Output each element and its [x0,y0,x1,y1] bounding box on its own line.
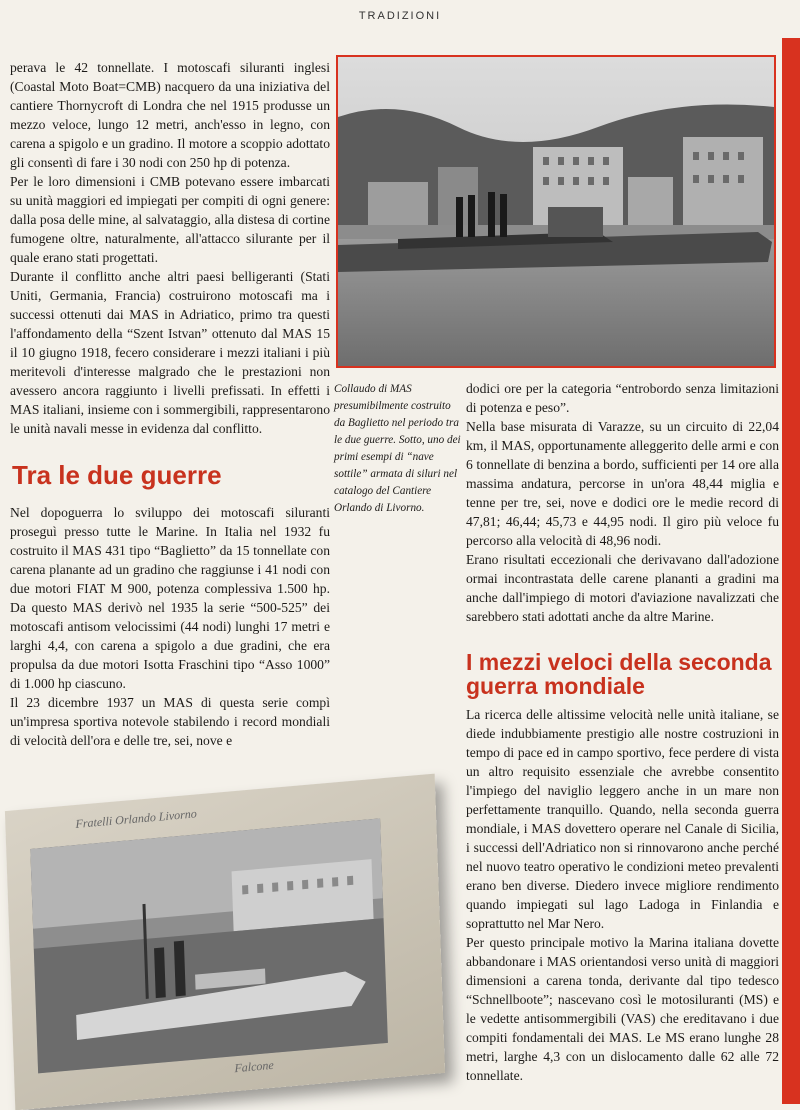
heading-mezzi-veloci: I mezzi veloci della seconda guerra mondiale [466,649,772,700]
photo-caption: Collaudo di MAS presumibilmente costruito da Baglietto nel periodo tra le due guerre. Sotto, uno dei primi esempi di “nave sottile” armata di siluri nel catalogo del Cantiere Orlando di Livorno. [334,383,461,514]
heading-tra-le-due-guerre: Tra le due guerre [12,460,222,490]
paragraph: Per questo principale motivo la Marina italiana dovette abbandonare i MAS orientandosi verso unità di maggiori dimensioni a carena tonda, derivante dal tipo tedesco “Schnellboote”; nascevano così le motosiluranti (MS) e le vedette antisommergibili (VAS) che ereditavano i due compiti fondamentali dei MAS. Le MS erano lunghe 28 metri, larghe 4,3 con un dislocamento dalle 62 alle 72 tonnellate. [466,935,779,1083]
paragraph: Erano risultati eccezionali che derivavano dall'adozione ormai incontrastata delle carene plananti a gradini ma anche dall'impiego di motori d'aviazione navalizzati che sarebbero stati adottati anche da altre Marine. [466,552,779,624]
column-1-section [10,503,330,750]
book-script-title: Fratelli Orlando Livorno [75,806,198,831]
paragraph: dodici ore per la categoria “entrobordo senza limitazioni di potenza e peso”. [466,381,779,415]
photo-harbour-image [338,57,774,366]
catalogue-book-photo [5,774,445,1110]
paragraph: Per le loro dimensioni i CMB potevano essere imbarcati su unità maggiori ed impiegati per compiti di ogni genere: dalla posa delle mine, al salvataggio, alla distesa di cortine fumogene oltre, naturalmente, all'attacco silurante per il quale erano stati progettati. [10,174,330,265]
paragraph: Durante il conflitto anche altri paesi belligeranti (Stati Uniti, Germania, Francia) costruirono motoscafi ma i successi ottenuti dai MAS in Adriatico, primo tra questi l'affondamento della “Szent Istvan” ottenuto dal MAS 15 il 10 giugno 1918, fecero considerare i mezzi italiani i più meritevoli d'interesse malgrado che le prestazioni non avessero ancora raggiunto i livelli prefissati. In effetti i MAS italiani, insieme con i sommergibili, rappresentarono le unità navali messe in evidenza dal conflitto. [10,269,330,436]
column-2-section [466,705,779,1085]
paragraph: Nel dopoguerra lo sviluppo dei motoscafi siluranti proseguì presso tutte le Marine. In Italia nel 1932 fu costruito il MAS 431 tipo “Baglietto” da 15 tonnellate con carena planante ad un gradino che raggiunse i 41 nodi con due motori FIAT M 900, potenza complessiva 1.500 hp. Da questo MAS derivò nel 1935 la serie “500-525” dei motoscafi antisom velocissimi (44 nodi) lunghi 17 metri e larghi 4,4, con carena a spigolo a due gradini, che era propulsa da due motori Isotta Fraschini tipo “Asso 1000” di 1.000 hp ciascuno. [10,505,330,691]
paragraph: perava le 42 tonnellate. I motoscafi siluranti inglesi (Coastal Moto Boat=CMB) nacquero da una iniziativa del cantiere Thornycroft di Londra che nel 1915 produsse un mezzo veloce, lungo 12 metri, anch'esso in legno, con carena a spigolo e un gradino. Il motore a scoppio adottato gli consentì di fare i 30 nodi con 250 hp di potenza. [10,60,330,170]
column-1 [10,58,330,438]
red-margin-bar [782,38,800,1104]
torpedo-boat-image [30,818,388,1073]
photo-mas-collaudo [336,55,776,368]
column-2 [466,379,779,626]
paragraph: Il 23 dicembre 1937 un MAS di questa serie compì un'impresa sportiva notevole stabilendo i record mondiali di velocità dell'ora e delle tre, sei, nove e [10,695,330,748]
book-script-caption: Falcone [234,1057,274,1076]
paragraph: La ricerca delle altissime velocità nelle unità italiane, se diede indubbiamente prestigio alle nostre costruzioni in tempo di pace ed in campo sportivo, fece perdere di vista un altro requisito essenziale che avrebbe consentito l'impiego del naviglio leggero anche in un mare non perfettamente tranquillo. Quando, nella seconda guerra mondiale, i MAS dovettero operare nel Canale di Sicilia, i successi dell'Adriatico non si rinnovarono anche perché nel nuovo teatro operativo le condizioni meteo prevalenti erano ben diverse. Diedero invece migliore rendimento quando impiegati sul lago Ladoga in Finlandia e soprattutto nel Mar Nero. [466,707,779,931]
section-header: TRADIZIONI [358,10,442,22]
paragraph: Nella base misurata di Varazze, su un circuito di 22,04 km, il MAS, opportunamente alleggerito delle armi e con 6 tonnellate di benzina a bordo, sufficienti per 14 ore alla massima andatura, percorse in un'ora 48,44 miglia e tenne per tre, sei, nove e dodici ore le medie record di 47,81; 46,44; 45,73 e 44,95 nodi. Il giro più veloce fu percorso alla velocità di 48,96 nodi. [466,419,779,548]
catalogue-plate-image [30,818,388,1073]
